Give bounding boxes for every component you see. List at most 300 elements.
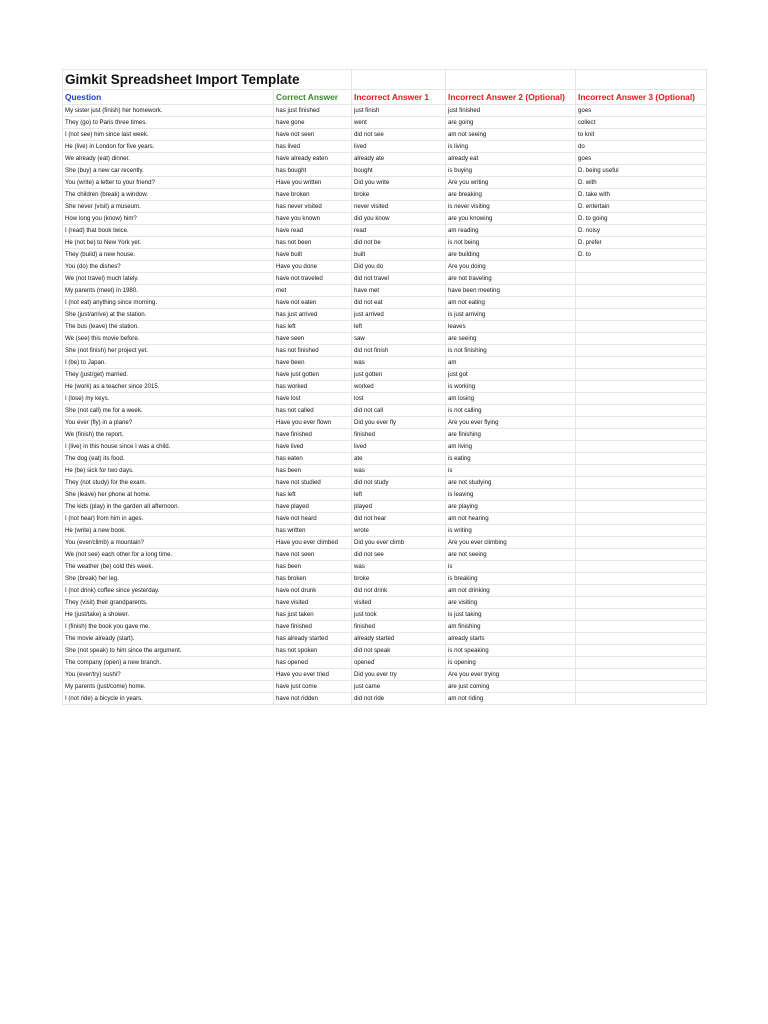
incorrect-answer-2-cell[interactable]: are playing <box>446 501 576 513</box>
question-cell[interactable]: I (not eat) anything since morning. <box>63 297 274 309</box>
spreadsheet-table <box>62 69 707 705</box>
incorrect-answer-3-cell[interactable] <box>576 321 707 333</box>
incorrect-answer-3-cell[interactable] <box>576 537 707 549</box>
incorrect-answer-2-cell[interactable]: leaves <box>446 321 576 333</box>
table-row <box>63 561 707 573</box>
correct-answer-cell[interactable]: has left <box>274 489 352 501</box>
incorrect-answer-2-cell[interactable]: just got <box>446 369 576 381</box>
table-row <box>63 609 707 621</box>
incorrect-answer-3-cell[interactable] <box>576 357 707 369</box>
table-row <box>63 249 707 261</box>
correct-answer-cell[interactable]: have not eaten <box>274 297 352 309</box>
incorrect-answer-2-cell[interactable]: am not riding <box>446 693 576 705</box>
table-row <box>63 381 707 393</box>
incorrect-answer-2-cell[interactable]: Are you ever trying <box>446 669 576 681</box>
correct-answer-cell[interactable]: have visited <box>274 597 352 609</box>
question-cell[interactable]: How long you (know) him? <box>63 213 274 225</box>
correct-answer-cell[interactable]: has not been <box>274 237 352 249</box>
incorrect-answer-1-cell[interactable]: did not call <box>352 405 446 417</box>
incorrect-answer-1-cell[interactable]: opened <box>352 657 446 669</box>
table-row <box>63 165 707 177</box>
title-row <box>63 70 707 90</box>
spreadsheet <box>62 69 706 705</box>
incorrect-answer-3-cell[interactable] <box>576 381 707 393</box>
incorrect-answer-2-cell[interactable]: are visiting <box>446 597 576 609</box>
question-cell[interactable]: I (live) in this house since I was a child. <box>63 441 274 453</box>
correct-answer-cell[interactable]: has bought <box>274 165 352 177</box>
incorrect-answer-1-cell[interactable]: Did you write <box>352 177 446 189</box>
correct-answer-cell[interactable]: has just taken <box>274 609 352 621</box>
table-row <box>63 189 707 201</box>
incorrect-answer-1-cell[interactable]: finished <box>352 621 446 633</box>
incorrect-answer-2-cell[interactable]: am losing <box>446 393 576 405</box>
table-row <box>63 477 707 489</box>
question-cell[interactable]: They (not study) for the exam. <box>63 477 274 489</box>
table-row <box>63 141 707 153</box>
incorrect-answer-2-cell[interactable]: is never visiting <box>446 201 576 213</box>
incorrect-answer-3-cell[interactable] <box>576 261 707 273</box>
table-row <box>63 489 707 501</box>
incorrect-answer-1-cell[interactable]: did not speak <box>352 645 446 657</box>
table-row <box>63 501 707 513</box>
table-row <box>63 129 707 141</box>
incorrect-answer-3-cell[interactable]: D. entertain <box>576 201 707 213</box>
correct-answer-cell[interactable]: have just gotten <box>274 369 352 381</box>
incorrect-answer-1-cell[interactable]: did not study <box>352 477 446 489</box>
incorrect-answer-2-cell[interactable]: is <box>446 465 576 477</box>
correct-answer-cell[interactable]: have built <box>274 249 352 261</box>
incorrect-answer-3-cell[interactable] <box>576 669 707 681</box>
incorrect-answer-2-cell[interactable]: Are you writing <box>446 177 576 189</box>
question-cell[interactable]: You ever (fly) in a plane? <box>63 417 274 429</box>
incorrect-answer-2-cell[interactable]: are not seeing <box>446 549 576 561</box>
incorrect-answer-1-cell[interactable]: was <box>352 561 446 573</box>
incorrect-answer-3-cell[interactable] <box>576 285 707 297</box>
sheet-title[interactable]: Gimkit Spreadsheet Import Template <box>63 70 352 90</box>
incorrect-answer-1-cell[interactable]: broke <box>352 573 446 585</box>
incorrect-answer-2-cell[interactable]: is not being <box>446 237 576 249</box>
table-row <box>63 117 707 129</box>
incorrect-answer-2-cell[interactable]: are seeing <box>446 333 576 345</box>
correct-answer-cell[interactable]: have not ridden <box>274 693 352 705</box>
incorrect-answer-3-cell[interactable]: D. being useful <box>576 165 707 177</box>
incorrect-answer-2-cell[interactable]: is leaving <box>446 489 576 501</box>
table-row <box>63 537 707 549</box>
incorrect-answer-3-cell[interactable] <box>576 453 707 465</box>
question-cell[interactable]: I (not drink) coffee since yesterday. <box>63 585 274 597</box>
incorrect-answer-3-cell[interactable] <box>576 585 707 597</box>
incorrect-answer-1-cell[interactable]: broke <box>352 189 446 201</box>
incorrect-answer-1-cell[interactable]: did not see <box>352 129 446 141</box>
question-cell[interactable]: My sister just (finish) her homework. <box>63 105 274 117</box>
question-cell[interactable]: The bus (leave) the station. <box>63 321 274 333</box>
incorrect-answer-1-cell[interactable]: lost <box>352 393 446 405</box>
correct-answer-cell[interactable]: has been <box>274 561 352 573</box>
table-row <box>63 213 707 225</box>
incorrect-answer-3-cell[interactable] <box>576 429 707 441</box>
correct-answer-cell[interactable]: have not heard <box>274 513 352 525</box>
incorrect-answer-2-cell[interactable]: is writing <box>446 525 576 537</box>
correct-answer-cell[interactable]: Have you done <box>274 261 352 273</box>
question-cell[interactable]: He (be) sick for two days. <box>63 465 274 477</box>
correct-answer-cell[interactable]: have not traveled <box>274 273 352 285</box>
incorrect-answer-3-cell[interactable] <box>576 525 707 537</box>
correct-answer-cell[interactable]: has written <box>274 525 352 537</box>
correct-answer-cell[interactable]: has opened <box>274 657 352 669</box>
correct-answer-cell[interactable]: has never visited <box>274 201 352 213</box>
incorrect-answer-2-cell[interactable]: is opening <box>446 657 576 669</box>
question-cell[interactable]: The company (open) a new branch. <box>63 657 274 669</box>
incorrect-answer-3-cell[interactable] <box>576 345 707 357</box>
incorrect-answer-3-cell[interactable] <box>576 597 707 609</box>
table-row <box>63 357 707 369</box>
correct-answer-cell[interactable]: has been <box>274 465 352 477</box>
incorrect-answer-2-cell[interactable]: are building <box>446 249 576 261</box>
incorrect-answer-1-cell[interactable]: just gotten <box>352 369 446 381</box>
incorrect-answer-3-cell[interactable]: do <box>576 141 707 153</box>
incorrect-answer-1-cell[interactable]: built <box>352 249 446 261</box>
incorrect-answer-2-cell[interactable]: is <box>446 561 576 573</box>
question-cell[interactable]: The dog (eat) its food. <box>63 453 274 465</box>
question-cell[interactable]: I (finish) the book you gave me. <box>63 621 274 633</box>
incorrect-answer-1-cell[interactable]: lived <box>352 441 446 453</box>
question-cell[interactable]: You (write) a letter to your friend? <box>63 177 274 189</box>
incorrect-answer-1-cell[interactable]: already ate <box>352 153 446 165</box>
correct-answer-cell[interactable]: have not seen <box>274 549 352 561</box>
correct-answer-cell[interactable]: have lost <box>274 393 352 405</box>
incorrect-answer-3-cell[interactable] <box>576 513 707 525</box>
incorrect-answer-2-cell[interactable]: am living <box>446 441 576 453</box>
incorrect-answer-2-cell[interactable]: are finishing <box>446 429 576 441</box>
cell[interactable] <box>576 70 707 90</box>
incorrect-answer-3-cell[interactable] <box>576 477 707 489</box>
incorrect-answer-1-cell[interactable]: did not be <box>352 237 446 249</box>
incorrect-answer-2-cell[interactable]: is just arriving <box>446 309 576 321</box>
question-cell[interactable]: We (see) this movie before. <box>63 333 274 345</box>
incorrect-answer-3-cell[interactable] <box>576 645 707 657</box>
table-row <box>63 273 707 285</box>
question-cell[interactable]: He (not be) to New York yet. <box>63 237 274 249</box>
incorrect-answer-3-cell[interactable]: D. to going <box>576 213 707 225</box>
correct-answer-cell[interactable]: have seen <box>274 333 352 345</box>
incorrect-answer-2-cell[interactable]: am not seeing <box>446 129 576 141</box>
correct-answer-cell[interactable]: has broken <box>274 573 352 585</box>
incorrect-answer-1-cell[interactable]: lived <box>352 141 446 153</box>
incorrect-answer-2-cell[interactable]: Are you doing <box>446 261 576 273</box>
header-incorrect-answer-1[interactable]: Incorrect Answer 1 <box>352 90 446 105</box>
question-cell[interactable]: I (read) that book twice. <box>63 225 274 237</box>
incorrect-answer-2-cell[interactable]: is living <box>446 141 576 153</box>
header-incorrect-answer-2[interactable]: Incorrect Answer 2 (Optional) <box>446 90 576 105</box>
correct-answer-cell[interactable]: has eaten <box>274 453 352 465</box>
incorrect-answer-3-cell[interactable]: goes <box>576 153 707 165</box>
correct-answer-cell[interactable]: have not drunk <box>274 585 352 597</box>
table-row <box>63 105 707 117</box>
incorrect-answer-2-cell[interactable]: is buying <box>446 165 576 177</box>
correct-answer-cell[interactable]: Have you written <box>274 177 352 189</box>
question-cell[interactable]: My parents (meet) in 1980. <box>63 285 274 297</box>
question-cell[interactable]: We (finish) the report. <box>63 429 274 441</box>
correct-answer-cell[interactable]: have played <box>274 501 352 513</box>
question-cell[interactable]: The children (break) a window. <box>63 189 274 201</box>
table-row <box>63 333 707 345</box>
incorrect-answer-1-cell[interactable]: just arrived <box>352 309 446 321</box>
question-cell[interactable]: My parents (just/come) home. <box>63 681 274 693</box>
incorrect-answer-1-cell[interactable]: did not travel <box>352 273 446 285</box>
question-cell[interactable]: She (not speak) to him since the argument. <box>63 645 274 657</box>
correct-answer-cell[interactable]: Have you ever climbed <box>274 537 352 549</box>
question-cell[interactable]: I (not ride) a bicycle in years. <box>63 693 274 705</box>
correct-answer-cell[interactable]: Have you ever flown <box>274 417 352 429</box>
table-row <box>63 237 707 249</box>
incorrect-answer-1-cell[interactable]: was <box>352 357 446 369</box>
incorrect-answer-3-cell[interactable] <box>576 369 707 381</box>
table-row <box>63 621 707 633</box>
question-cell[interactable]: He (just/take) a shower. <box>63 609 274 621</box>
correct-answer-cell[interactable]: has just finished <box>274 105 352 117</box>
incorrect-answer-3-cell[interactable]: D. prefer <box>576 237 707 249</box>
incorrect-answer-3-cell[interactable] <box>576 561 707 573</box>
incorrect-answer-2-cell[interactable]: am reading <box>446 225 576 237</box>
question-cell[interactable]: She (buy) a new car recently. <box>63 165 274 177</box>
incorrect-answer-2-cell[interactable]: am <box>446 357 576 369</box>
correct-answer-cell[interactable]: has lived <box>274 141 352 153</box>
incorrect-answer-3-cell[interactable] <box>576 309 707 321</box>
correct-answer-cell[interactable]: have finished <box>274 621 352 633</box>
incorrect-answer-3-cell[interactable] <box>576 549 707 561</box>
incorrect-answer-1-cell[interactable]: just came <box>352 681 446 693</box>
incorrect-answer-3-cell[interactable] <box>576 333 707 345</box>
incorrect-answer-2-cell[interactable]: are just coming <box>446 681 576 693</box>
question-cell[interactable]: She (leave) her phone at home. <box>63 489 274 501</box>
table-row <box>63 153 707 165</box>
incorrect-answer-1-cell[interactable]: have met <box>352 285 446 297</box>
incorrect-answer-2-cell[interactable]: have been meeting <box>446 285 576 297</box>
question-cell[interactable]: I (not see) him since last week. <box>63 129 274 141</box>
header-question[interactable]: Question <box>63 90 274 105</box>
incorrect-answer-2-cell[interactable]: am not drinking <box>446 585 576 597</box>
correct-answer-cell[interactable]: have read <box>274 225 352 237</box>
incorrect-answer-1-cell[interactable]: already started <box>352 633 446 645</box>
question-cell[interactable]: They (just/get) married. <box>63 369 274 381</box>
incorrect-answer-3-cell[interactable] <box>576 441 707 453</box>
incorrect-answer-3-cell[interactable] <box>576 393 707 405</box>
incorrect-answer-2-cell[interactable]: am not eating <box>446 297 576 309</box>
incorrect-answer-3-cell[interactable]: D. noisy <box>576 225 707 237</box>
correct-answer-cell[interactable]: Have you ever tried <box>274 669 352 681</box>
table-row <box>63 177 707 189</box>
correct-answer-cell[interactable]: has left <box>274 321 352 333</box>
incorrect-answer-3-cell[interactable] <box>576 693 707 705</box>
incorrect-answer-3-cell[interactable]: goes <box>576 105 707 117</box>
incorrect-answer-1-cell[interactable]: did not eat <box>352 297 446 309</box>
incorrect-answer-1-cell[interactable]: visited <box>352 597 446 609</box>
correct-answer-cell[interactable]: have been <box>274 357 352 369</box>
incorrect-answer-3-cell[interactable] <box>576 501 707 513</box>
table-row <box>63 669 707 681</box>
incorrect-answer-2-cell[interactable]: is breaking <box>446 573 576 585</box>
incorrect-answer-2-cell[interactable]: Are you ever climbing <box>446 537 576 549</box>
correct-answer-cell[interactable]: has not spoken <box>274 645 352 657</box>
incorrect-answer-3-cell[interactable] <box>576 489 707 501</box>
table-row <box>63 285 707 297</box>
table-row <box>63 573 707 585</box>
incorrect-answer-1-cell[interactable]: Did you ever try <box>352 669 446 681</box>
incorrect-answer-3-cell[interactable] <box>576 297 707 309</box>
incorrect-answer-1-cell[interactable]: worked <box>352 381 446 393</box>
question-cell[interactable]: I (lose) my keys. <box>63 393 274 405</box>
table-row <box>63 525 707 537</box>
incorrect-answer-1-cell[interactable]: saw <box>352 333 446 345</box>
question-cell[interactable]: They (go) to Paris three times. <box>63 117 274 129</box>
incorrect-answer-3-cell[interactable]: D. to <box>576 249 707 261</box>
question-cell[interactable]: We already (eat) dinner. <box>63 153 274 165</box>
incorrect-answer-2-cell[interactable]: is eating <box>446 453 576 465</box>
incorrect-answer-1-cell[interactable]: was <box>352 465 446 477</box>
incorrect-answer-2-cell[interactable]: is not calling <box>446 405 576 417</box>
incorrect-answer-3-cell[interactable] <box>576 633 707 645</box>
incorrect-answer-1-cell[interactable]: ate <box>352 453 446 465</box>
correct-answer-cell[interactable]: met <box>274 285 352 297</box>
table-row <box>63 657 707 669</box>
incorrect-answer-3-cell[interactable] <box>576 681 707 693</box>
incorrect-answer-2-cell[interactable]: already starts <box>446 633 576 645</box>
correct-answer-cell[interactable]: have not seen <box>274 129 352 141</box>
table-row <box>63 453 707 465</box>
table-row <box>63 633 707 645</box>
incorrect-answer-3-cell[interactable] <box>576 465 707 477</box>
incorrect-answer-1-cell[interactable]: went <box>352 117 446 129</box>
incorrect-answer-3-cell[interactable] <box>576 657 707 669</box>
correct-answer-cell[interactable]: have you known <box>274 213 352 225</box>
incorrect-answer-3-cell[interactable] <box>576 609 707 621</box>
incorrect-answer-3-cell[interactable] <box>576 273 707 285</box>
incorrect-answer-3-cell[interactable] <box>576 405 707 417</box>
question-cell[interactable]: You (do) the dishes? <box>63 261 274 273</box>
table-row <box>63 309 707 321</box>
incorrect-answer-2-cell[interactable]: am not hearing <box>446 513 576 525</box>
incorrect-answer-3-cell[interactable]: collect <box>576 117 707 129</box>
incorrect-answer-1-cell[interactable]: left <box>352 321 446 333</box>
table-row <box>63 405 707 417</box>
question-cell[interactable]: We (not see) each other for a long time. <box>63 549 274 561</box>
header-row <box>63 90 707 105</box>
incorrect-answer-1-cell[interactable]: just finish <box>352 105 446 117</box>
question-cell[interactable]: She (break) her leg. <box>63 573 274 585</box>
incorrect-answer-2-cell[interactable]: am finishing <box>446 621 576 633</box>
correct-answer-cell[interactable]: has worked <box>274 381 352 393</box>
correct-answer-cell[interactable]: has not called <box>274 405 352 417</box>
incorrect-answer-3-cell[interactable]: D. take with <box>576 189 707 201</box>
table-row <box>63 693 707 705</box>
question-cell[interactable]: He (work) as a teacher since 2015. <box>63 381 274 393</box>
incorrect-answer-1-cell[interactable]: bought <box>352 165 446 177</box>
incorrect-answer-2-cell[interactable]: is just taking <box>446 609 576 621</box>
incorrect-answer-3-cell[interactable] <box>576 621 707 633</box>
incorrect-answer-2-cell[interactable]: are breaking <box>446 189 576 201</box>
correct-answer-cell[interactable]: has just arrived <box>274 309 352 321</box>
question-cell[interactable]: You (ever/try) sushi? <box>63 669 274 681</box>
incorrect-answer-1-cell[interactable]: left <box>352 489 446 501</box>
incorrect-answer-1-cell[interactable]: did you know <box>352 213 446 225</box>
question-cell[interactable]: She never (visit) a museum. <box>63 201 274 213</box>
correct-answer-cell[interactable]: have gone <box>274 117 352 129</box>
incorrect-answer-1-cell[interactable]: did not drink <box>352 585 446 597</box>
incorrect-answer-1-cell[interactable]: did not see <box>352 549 446 561</box>
table-row <box>63 201 707 213</box>
incorrect-answer-2-cell[interactable]: are you knowing <box>446 213 576 225</box>
header-incorrect-answer-3[interactable]: Incorrect Answer 3 (Optional) <box>576 90 707 105</box>
question-cell[interactable]: She (not call) me for a week. <box>63 405 274 417</box>
incorrect-answer-1-cell[interactable]: did not ride <box>352 693 446 705</box>
incorrect-answer-2-cell[interactable]: Are you ever flying <box>446 417 576 429</box>
incorrect-answer-1-cell[interactable]: never visited <box>352 201 446 213</box>
table-row <box>63 645 707 657</box>
question-cell[interactable]: I (not hear) from him in ages. <box>63 513 274 525</box>
correct-answer-cell[interactable]: have just come <box>274 681 352 693</box>
question-cell[interactable]: The weather (be) cold this week. <box>63 561 274 573</box>
incorrect-answer-3-cell[interactable] <box>576 573 707 585</box>
header-correct-answer[interactable]: Correct Answer <box>274 90 352 105</box>
correct-answer-cell[interactable]: have not studied <box>274 477 352 489</box>
incorrect-answer-3-cell[interactable]: to knit <box>576 129 707 141</box>
incorrect-answer-1-cell[interactable]: wrote <box>352 525 446 537</box>
incorrect-answer-1-cell[interactable]: did not finish <box>352 345 446 357</box>
question-cell[interactable]: We (not travel) much lately. <box>63 273 274 285</box>
question-cell[interactable]: You (ever/climb) a mountain? <box>63 537 274 549</box>
question-cell[interactable]: They (build) a new house. <box>63 249 274 261</box>
table-row <box>63 465 707 477</box>
incorrect-answer-3-cell[interactable]: D. with <box>576 177 707 189</box>
incorrect-answer-1-cell[interactable]: Did you do <box>352 261 446 273</box>
incorrect-answer-1-cell[interactable]: Did you ever climb <box>352 537 446 549</box>
incorrect-answer-1-cell[interactable]: finished <box>352 429 446 441</box>
correct-answer-cell[interactable]: have finished <box>274 429 352 441</box>
incorrect-answer-1-cell[interactable]: just took <box>352 609 446 621</box>
correct-answer-cell[interactable]: has not finished <box>274 345 352 357</box>
question-cell[interactable]: He (write) a new book. <box>63 525 274 537</box>
table-row <box>63 441 707 453</box>
incorrect-answer-2-cell[interactable]: is working <box>446 381 576 393</box>
correct-answer-cell[interactable]: has already started <box>274 633 352 645</box>
incorrect-answer-3-cell[interactable] <box>576 417 707 429</box>
incorrect-answer-1-cell[interactable]: did not hear <box>352 513 446 525</box>
question-cell[interactable]: They (visit) their grandparents. <box>63 597 274 609</box>
question-cell[interactable]: The kids (play) in the garden all afternoon. <box>63 501 274 513</box>
incorrect-answer-2-cell[interactable]: already eat <box>446 153 576 165</box>
table-row <box>63 429 707 441</box>
incorrect-answer-2-cell[interactable]: are going <box>446 117 576 129</box>
incorrect-answer-1-cell[interactable]: played <box>352 501 446 513</box>
incorrect-answer-1-cell[interactable]: read <box>352 225 446 237</box>
incorrect-answer-2-cell[interactable]: are not studying <box>446 477 576 489</box>
incorrect-answer-2-cell[interactable]: are not traveling <box>446 273 576 285</box>
incorrect-answer-2-cell[interactable]: just finished <box>446 105 576 117</box>
question-cell[interactable]: She (just/arrive) at the station. <box>63 309 274 321</box>
correct-answer-cell[interactable]: have lived <box>274 441 352 453</box>
question-cell[interactable]: He (live) in London for five years. <box>63 141 274 153</box>
incorrect-answer-2-cell[interactable]: is not finishing <box>446 345 576 357</box>
cell[interactable] <box>446 70 576 90</box>
incorrect-answer-2-cell[interactable]: is not speaking <box>446 645 576 657</box>
cell[interactable] <box>352 70 446 90</box>
correct-answer-cell[interactable]: have already eaten <box>274 153 352 165</box>
question-cell[interactable]: She (not finish) her project yet. <box>63 345 274 357</box>
incorrect-answer-1-cell[interactable]: Did you ever fly <box>352 417 446 429</box>
correct-answer-cell[interactable]: have broken <box>274 189 352 201</box>
question-cell[interactable]: I (be) to Japan. <box>63 357 274 369</box>
question-cell[interactable]: The movie already (start). <box>63 633 274 645</box>
